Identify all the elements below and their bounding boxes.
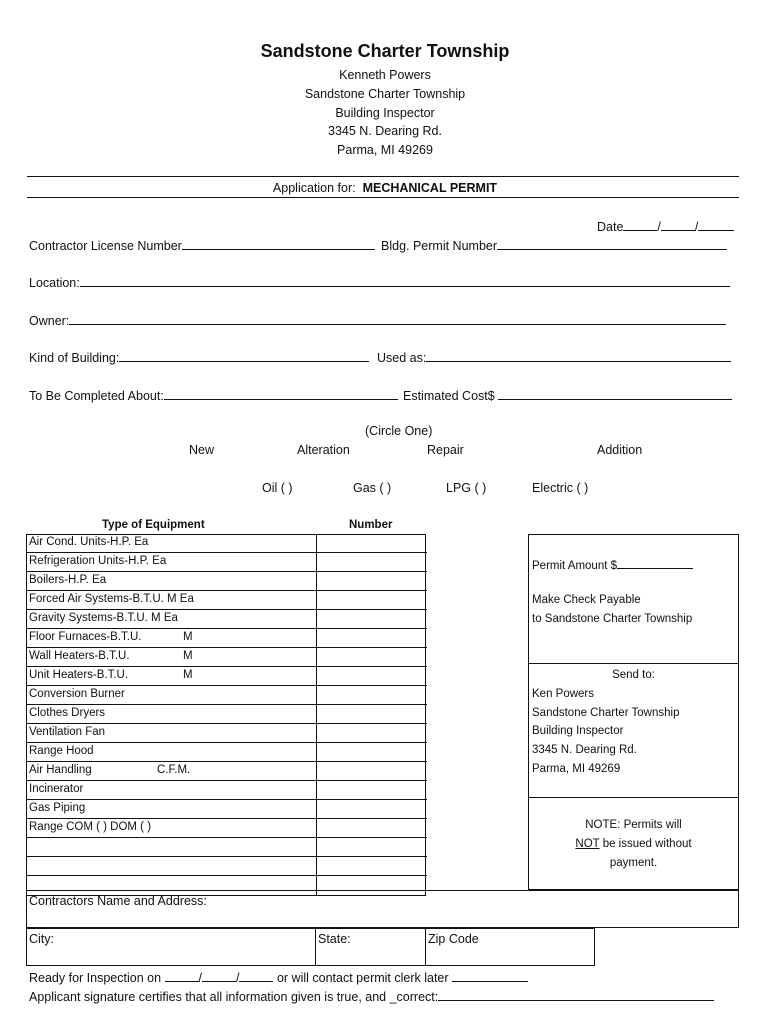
send-to-name: Ken Powers [532, 688, 595, 700]
contractor-license-field[interactable]: Contractor License Number [29, 237, 375, 253]
inspector-title: Building Inspector [335, 106, 435, 120]
city-field[interactable]: City: [29, 932, 54, 946]
side-divider-1 [528, 663, 739, 664]
table-row[interactable]: Ventilation Fan [27, 724, 427, 743]
send-to-label: Send to: [612, 669, 655, 681]
table-row[interactable]: Unit Heaters-B.T.U. M [27, 667, 427, 686]
divider-top [27, 176, 739, 177]
application-for: Application for: MECHANICAL PERMIT [272, 181, 498, 195]
completion-date-field[interactable]: To Be Completed About: [29, 387, 398, 403]
table-row[interactable] [27, 838, 427, 857]
owner-field[interactable]: Owner: [29, 312, 726, 328]
table-row[interactable]: Boilers-H.P. Ea [27, 572, 427, 591]
table-row[interactable]: Floor Furnaces-B.T.U. M [27, 629, 427, 648]
city-state-zip-box [26, 928, 595, 966]
city-address: Parma, MI 49269 [337, 143, 433, 157]
side-divider-2 [528, 797, 739, 798]
estimated-cost-field[interactable]: Estimated Cost$ [403, 387, 732, 403]
note-not: NOT [575, 838, 600, 850]
fuel-electric[interactable]: Electric ( ) [532, 481, 589, 495]
permit-amount-field[interactable]: Permit Amount $ [532, 556, 693, 572]
col-number: Number [349, 519, 393, 531]
col-type-of-equipment: Type of Equipment [102, 519, 205, 531]
divider-bottom [27, 197, 739, 198]
option-new[interactable]: New [189, 443, 215, 457]
table-row[interactable]: Gas Piping [27, 800, 427, 819]
note-line-3: payment. [609, 857, 658, 869]
table-row[interactable]: Clothes Dryers [27, 705, 427, 724]
date-field[interactable]: Date / / [597, 218, 734, 234]
table-row[interactable]: Gravity Systems-B.T.U. M Ea [27, 610, 427, 629]
circle-one-heading: (Circle One) [365, 424, 433, 438]
used-as-field[interactable]: Used as: [377, 349, 731, 365]
table-row[interactable] [27, 857, 427, 876]
table-row[interactable]: Refrigeration Units-H.P. Ea [27, 553, 427, 572]
option-alteration[interactable]: Alteration [297, 443, 350, 457]
table-row[interactable]: Incinerator [27, 781, 427, 800]
send-to-title: Building Inspector [532, 725, 624, 737]
send-to-city: Parma, MI 49269 [532, 763, 621, 775]
signature-field[interactable]: Applicant signature certifies that all information given is true, and _correct: [29, 988, 714, 1004]
table-row[interactable]: Conversion Burner [27, 686, 427, 705]
fuel-lpg[interactable]: LPG ( ) [446, 481, 487, 495]
table-row[interactable]: Forced Air Systems-B.T.U. M Ea [27, 591, 427, 610]
note-line-1: NOTE: Permits will [585, 819, 682, 831]
city-divider [315, 928, 316, 966]
zip-field[interactable]: Zip Code [428, 932, 479, 946]
kind-of-building-field[interactable]: Kind of Building: [29, 349, 369, 365]
note-line-2: NOT be issued without [575, 838, 692, 850]
fuel-gas[interactable]: Gas ( ) [353, 481, 392, 495]
contractor-name-label: Contractors Name and Address: [29, 894, 207, 908]
state-divider [425, 928, 426, 966]
page-title: Sandstone Charter Township [260, 41, 510, 61]
township-name: Sandstone Charter Township [304, 87, 466, 101]
table-row[interactable]: Air Cond. Units-H.P. Ea [27, 534, 427, 553]
table-row[interactable]: Range COM ( ) DOM ( ) [27, 819, 427, 838]
permit-type: MECHANICAL PERMIT [362, 181, 498, 195]
send-to-street: 3345 N. Dearing Rd. [532, 744, 637, 756]
inspector-name: Kenneth Powers [339, 68, 431, 82]
inspection-date-field[interactable]: Ready for Inspection on / / or will contact permit clerk later [29, 969, 528, 985]
option-repair[interactable]: Repair [427, 443, 464, 457]
table-row[interactable]: Air Handling C.F.M. [27, 762, 427, 781]
payable-line-2: to Sandstone Charter Township [532, 613, 693, 625]
send-to-township: Sandstone Charter Township [532, 707, 680, 719]
location-field[interactable]: Location: [29, 274, 730, 290]
fuel-oil[interactable]: Oil ( ) [262, 481, 293, 495]
option-addition[interactable]: Addition [597, 443, 643, 457]
bldg-permit-field[interactable]: Bldg. Permit Number [381, 237, 727, 253]
payable-line-1: Make Check Payable [532, 594, 641, 606]
table-row[interactable]: Range Hood [27, 743, 427, 762]
street-address: 3345 N. Dearing Rd. [328, 124, 442, 138]
table-row[interactable]: Wall Heaters-B.T.U. M [27, 648, 427, 667]
state-field[interactable]: State: [318, 932, 351, 946]
